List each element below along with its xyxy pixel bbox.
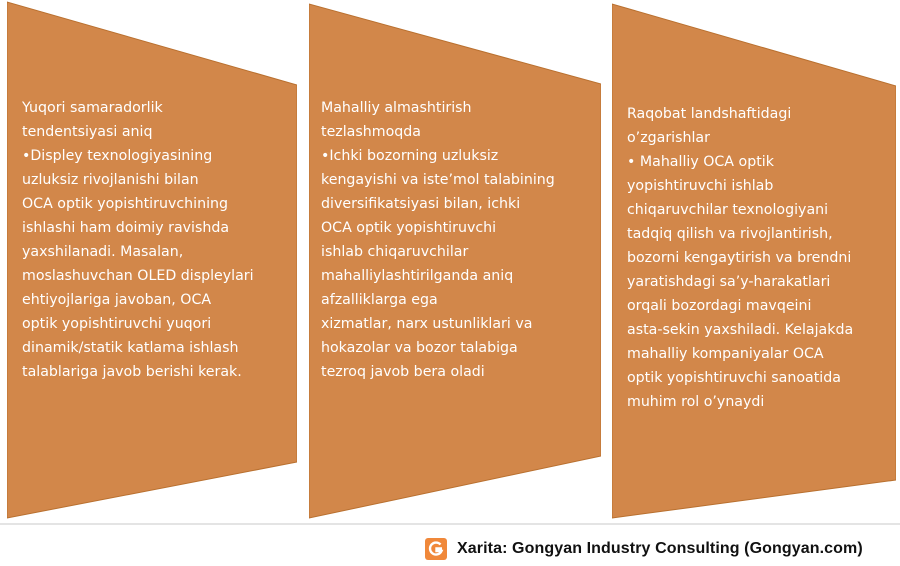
card-3-line: yopishtiruvchi ishlab bbox=[627, 178, 774, 194]
gongyan-logo-icon bbox=[425, 538, 447, 560]
card-2-line: kengayishi va iste’mol talabining bbox=[321, 172, 555, 188]
card-1-line: ehtiyojlariga javoban, OCA bbox=[22, 292, 212, 308]
card-3 bbox=[612, 0, 896, 520]
card-1-line: tendentsiyasi aniq bbox=[22, 124, 153, 140]
card-3-line: • Mahalliy OCA optik bbox=[627, 154, 774, 170]
card-2-text bbox=[321, 96, 555, 384]
card-3-line: Raqobat landshaftidagi bbox=[627, 106, 792, 122]
card-2-line: OCA optik yopishtiruvchi bbox=[321, 220, 497, 236]
card-3-line: o’zgarishlar bbox=[627, 130, 710, 146]
card-1-line: Yuqori samaradorlik bbox=[22, 100, 163, 116]
source-text: Xarita: Gongyan Industry Consulting (Gongyan.com) bbox=[457, 540, 863, 557]
card-1-line: optik yopishtiruvchi yuqori bbox=[22, 316, 212, 332]
card-1 bbox=[7, 0, 297, 520]
card-2-line: hokazolar va bozor talabiga bbox=[321, 340, 518, 356]
card-1-line: ishlashi ham doimiy ravishda bbox=[22, 220, 230, 236]
card-2-line: xizmatlar, narx ustunliklari va bbox=[321, 316, 533, 332]
card-1-line: OCA optik yopishtiruvchining bbox=[22, 196, 229, 212]
source-caption bbox=[425, 537, 863, 561]
card-2-line: •Ichki bozorning uzluksiz bbox=[321, 148, 499, 164]
card-3-line: muhim rol o’ynaydi bbox=[627, 394, 765, 410]
card-2-line: tezroq javob bera oladi bbox=[321, 364, 485, 380]
card-3-line: optik yopishtiruvchi sanoatida bbox=[627, 370, 841, 386]
card-2-line: mahalliylashtirilganda aniq bbox=[321, 268, 514, 284]
card-2-line: tezlashmoqda bbox=[321, 124, 421, 140]
card-1-line: moslashuvchan OLED displeylari bbox=[22, 268, 254, 284]
card-1-line: •Displey texnologiyasining bbox=[22, 148, 213, 164]
card-3-line: bozorni kengaytirish va brendni bbox=[627, 250, 852, 266]
card-2 bbox=[309, 0, 601, 520]
card-1-text bbox=[22, 96, 254, 384]
card-3-line: mahalliy kompaniyalar OCA bbox=[627, 346, 824, 362]
card-2-line: Mahalliy almashtirish bbox=[321, 100, 472, 116]
card-2-line: diversifikatsiyasi bilan, ichki bbox=[321, 196, 521, 212]
card-3-line: tadqiq qilish va rivojlantirish, bbox=[627, 226, 833, 242]
card-1-line: yaxshilanadi. Masalan, bbox=[22, 244, 184, 260]
card-3-line: chiqaruvchilar texnologiyani bbox=[627, 202, 829, 218]
card-2-line: afzalliklarga ega bbox=[321, 292, 438, 308]
card-1-line: uzluksiz rivojlanishi bilan bbox=[22, 172, 199, 188]
card-1-line: talablariga javob berishi kerak. bbox=[22, 364, 242, 380]
card-3-text bbox=[627, 102, 853, 414]
card-3-line: yaratishdagi sa’y-harakatlari bbox=[627, 274, 831, 290]
card-3-line: asta-sekin yaxshiladi. Kelajakda bbox=[627, 322, 854, 338]
card-2-line: ishlab chiqaruvchilar bbox=[321, 244, 469, 260]
card-1-line: dinamik/statik katlama ishlash bbox=[22, 340, 239, 356]
footer-divider bbox=[0, 523, 900, 525]
card-3-line: orqali bozordagi mavqeini bbox=[627, 298, 812, 314]
